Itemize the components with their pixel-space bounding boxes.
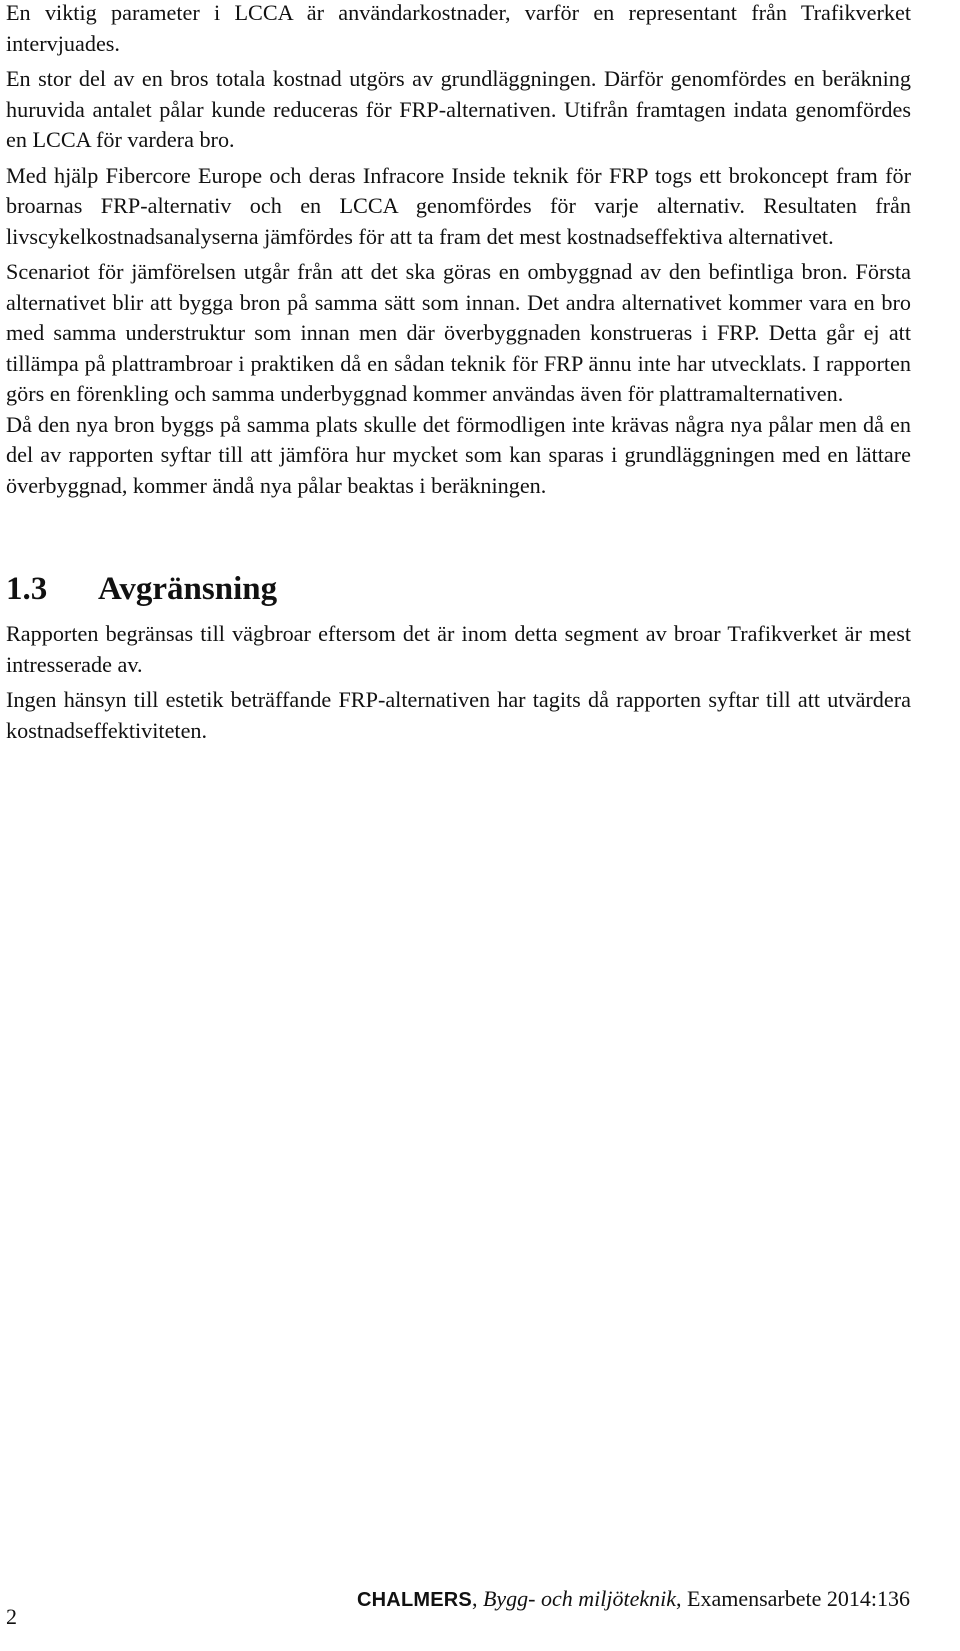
report-id: , Examensarbete 2014:136 — [676, 1586, 910, 1611]
document-page — [6, 0, 911, 746]
department-name: Bygg- och miljöteknik — [482, 1586, 676, 1611]
section-paragraph: Rapporten begränsas till vägbroar eftersom det är inom detta segment av broar Trafikverket är mest intresserade av. — [6, 621, 911, 677]
body-paragraph: Med hjälp Fibercore Europe och deras Infracore Inside teknik för FRP togs ett brokoncept fram för broarnas FRP-alternativ och en LCCA genomfördes för varje alternativ. Resultaten från livscykelkostnadsanalyserna jämfördes för att ta fram det mest kostnadseffektiva alternativet. — [6, 162, 911, 249]
section-heading — [6, 569, 911, 609]
body-paragraph: En viktig parameter i LCCA är användarkostnader, varför en representant från Trafikverket intervjuades. — [6, 0, 911, 56]
body-paragraph: Scenariot för jämförelsen utgår från att det ska göras en ombyggnad av den befintliga bron. Första alternativet blir att bygga bron på samma sätt som innan. Det andra alternativet kommer vara en bro med samma understruktur som innan men där överbyggnaden konstrueras i FRP. Detta går ej att tillämpa på plattrambroar i praktiken då en sådan teknik för FRP ännu inte har utvecklats. I rapporten görs en förenkling och samma underbyggnad kommer användas även för plattramalternativen. — [6, 259, 911, 406]
section-number: 1.3 — [6, 571, 48, 607]
section-title: Avgränsning — [98, 571, 278, 607]
body-paragraph: En stor del av en bros totala kostnad utgörs av grundläggningen. Därför genomfördes en beräkning huruvida antalet pålar kunde reduceras för FRP-alternativen. Utifrån framtagen indata genomfördes en LCCA för vardera bro. — [6, 66, 911, 152]
page-footer — [0, 1580, 960, 1640]
section-paragraph: Ingen hänsyn till estetik beträffande FRP-alternativen har tagits då rapporten syftar till att utvärdera kostnadseffektiviteten. — [6, 687, 911, 743]
page-number: 2 — [6, 1604, 17, 1629]
body-paragraph: Då den nya bron byggs på samma plats skulle det förmodligen inte krävas några nya pålar men då en del av rapporten syftar till att jämföra hur mycket som kan sparas i grundläggningen med en lättare överbyggnad, kommer ändå nya pålar beaktas i beräkningen. — [6, 411, 911, 498]
footer-separator: , — [471, 1586, 483, 1611]
organization-name: CHALMERS — [357, 1589, 472, 1611]
footer-credit — [357, 1586, 910, 1612]
